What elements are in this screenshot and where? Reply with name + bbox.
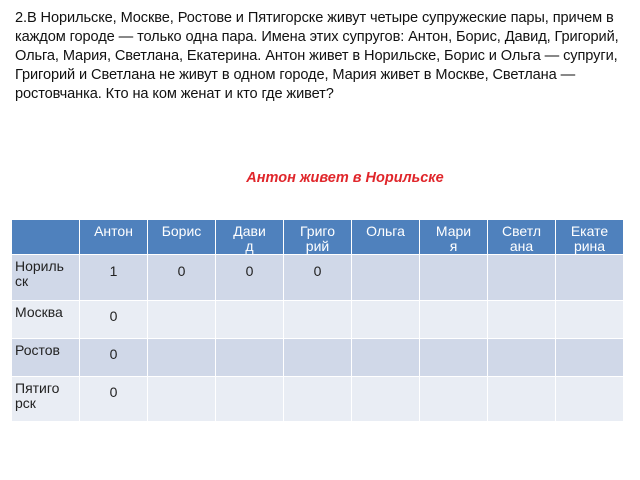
table-cell: 0: [148, 255, 216, 301]
column-header-ekaterina: Екате рина: [556, 220, 624, 255]
row-header-moscow: Москва: [12, 301, 80, 339]
table-cell: 0: [80, 301, 148, 339]
table-cell: [284, 339, 352, 377]
table-cell: [556, 301, 624, 339]
table-cell: [556, 377, 624, 422]
column-header-anton: Антон: [80, 220, 148, 255]
column-header-svetlana: Светл ана: [488, 220, 556, 255]
hint-text: Антон живет в Норильске: [246, 170, 444, 186]
task-text: 2.В Норильске, Москве, Ростове и Пятигорске живут четыре супружеские пары, причем в каждом городе — только одна пара. Имена этих супругов: Антон, Борис, Давид, Григорий, Ольга, Мария, Светлана, Екатерина. Антон живет в Норильске, Борис и Ольга — супруги, Григорий и Светлана не живут в одном городе, Мария живет в Москве, Светлана — ростовчанка. Кто на ком женат и кто где живет?: [15, 10, 619, 102]
table-cell: [556, 339, 624, 377]
table-cell: 1: [80, 255, 148, 301]
table-cell: [148, 301, 216, 339]
table-cell: [148, 377, 216, 422]
table-cell: [420, 255, 488, 301]
table-row: [12, 301, 624, 339]
table-cell: [352, 301, 420, 339]
table-cell: [216, 339, 284, 377]
table-cell: 0: [216, 255, 284, 301]
table-cell: [352, 255, 420, 301]
header-row: [12, 220, 624, 255]
table-cell: [488, 377, 556, 422]
table-cell: [420, 377, 488, 422]
table-cell: [216, 301, 284, 339]
row-header-pyatigorsk: Пятиго рск: [12, 377, 80, 422]
table-cell: [148, 339, 216, 377]
table-cell: [352, 339, 420, 377]
table-cell: [352, 377, 420, 422]
table-cell: [488, 339, 556, 377]
table-cell: [216, 377, 284, 422]
row-header-rostov: Ростов: [12, 339, 80, 377]
table-cell: 0: [284, 255, 352, 301]
row-header-norilsk: Нориль ск: [12, 255, 80, 301]
solution-table: [11, 219, 624, 422]
column-header-david: Дави д: [216, 220, 284, 255]
table-cell: [420, 301, 488, 339]
column-header-olga: Ольга: [352, 220, 420, 255]
table-row: [12, 255, 624, 301]
table-cell: 0: [80, 339, 148, 377]
corner-cell: [12, 220, 80, 255]
column-header-maria: Мари я: [420, 220, 488, 255]
table-cell: [488, 301, 556, 339]
table-row: [12, 339, 624, 377]
table-cell: [420, 339, 488, 377]
table-cell: [284, 301, 352, 339]
column-header-boris: Борис: [148, 220, 216, 255]
table-cell: 0: [80, 377, 148, 422]
table-cell: [284, 377, 352, 422]
column-header-grigoriy: Григо рий: [284, 220, 352, 255]
table-cell: [556, 255, 624, 301]
table-row: [12, 377, 624, 422]
table-cell: [488, 255, 556, 301]
